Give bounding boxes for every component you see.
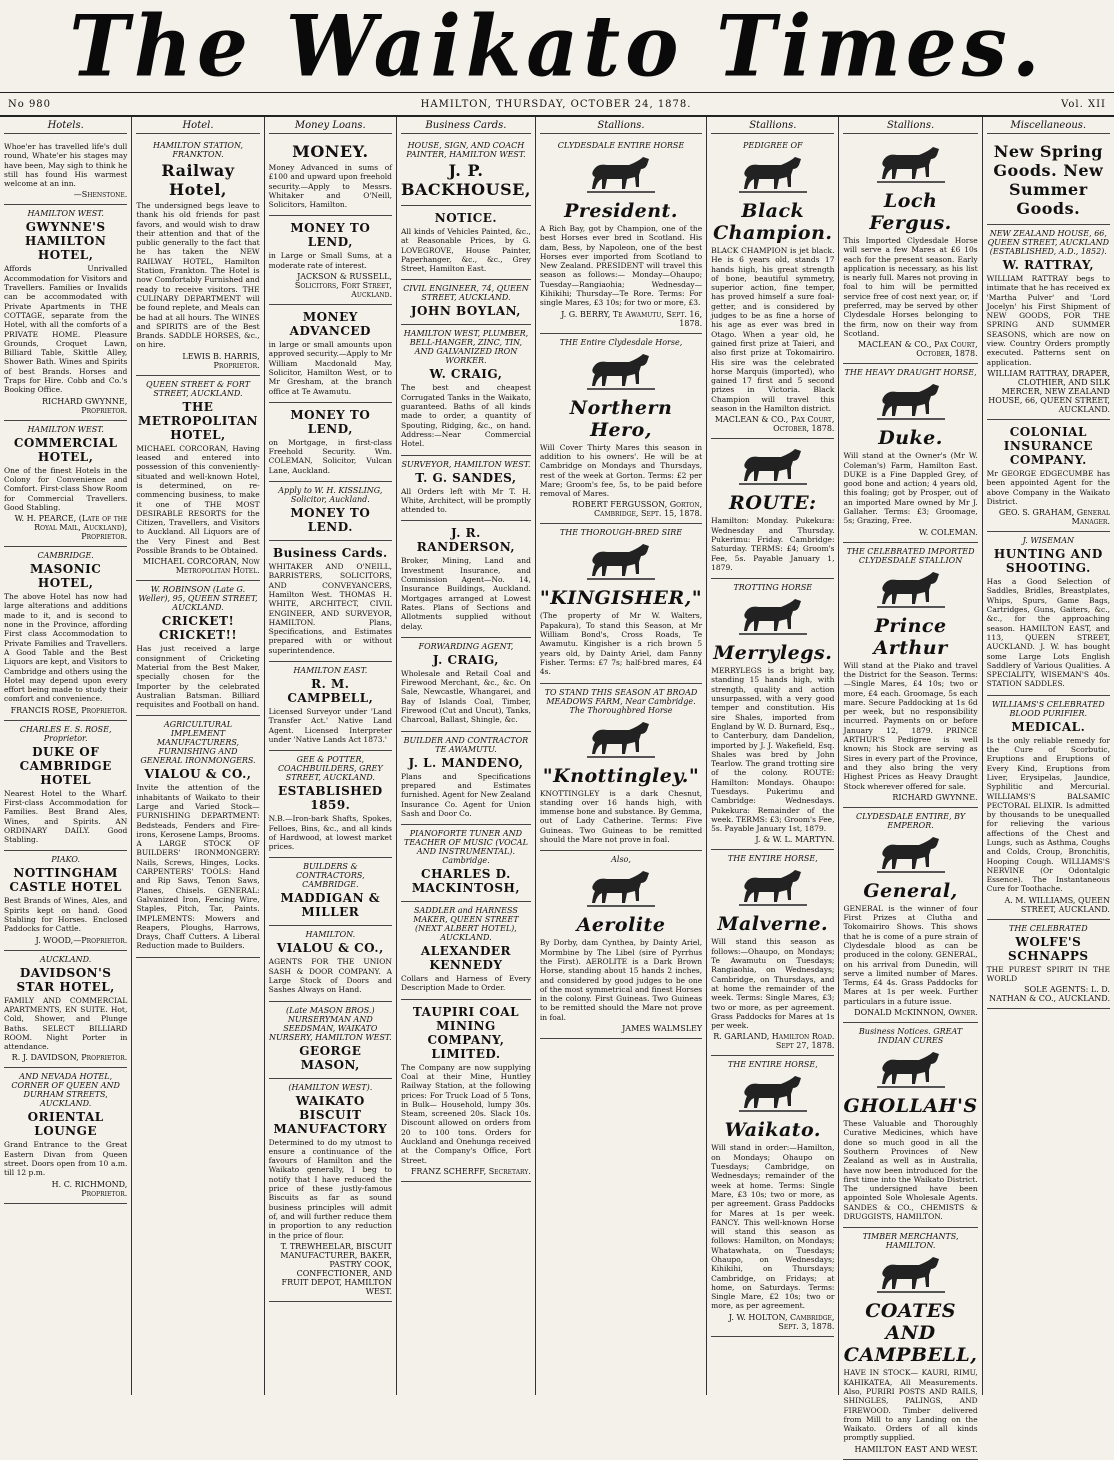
ad-body: Is the only reliable remedy for the Cure of Scorbutic, Eruptions and Eruptions of Every Kind, Eruptions from Liver, Erysipelas, Jaundice, Syphilitic and Mercurial. WILLIAMS'S BALSAMIC PECTORAL ELIXIR. Is admitted by thousands to be unequalled for relieving the various affections of the Chest and Lungs, such as Asthma, Coughs and Colds, Croup, Bronchitis, Hooping Cough. WILLIAMS'S NERVINE (Or Odontalgic Essence). The Instantaneous Cure for Toothache. xyxy=(986,735,1110,894)
ad-title: W. RATTRAY, xyxy=(1002,258,1095,272)
ad-title: New Spring Goods. New Summer Goods. xyxy=(993,142,1104,218)
ad-title: "Knottingley." xyxy=(542,764,700,787)
ad-subtitle: CAMBRIDGE. xyxy=(37,551,94,561)
ad-subtitle: THE THOROUGH-BRED SIRE xyxy=(559,528,683,538)
advertisement xyxy=(269,482,392,541)
ad-title: Northern Hero, xyxy=(569,396,673,441)
advertisement xyxy=(401,137,531,206)
ad-subtitle: HOUSE, SIGN, AND COACH PAINTER, HAMILTON WEST. xyxy=(406,141,526,159)
ad-subtitle: CLYDESDALE ENTIRE HORSE xyxy=(557,141,685,150)
ad-subtitle: THE ENTIRE HORSE, xyxy=(727,854,818,864)
ad-body: The best and cheapest Corrugated Tanks in the Waikato, guaranteed. Baths of all kinds made to order, a quantity of Spouting, Ridging, &c., on hand. Address:—Near Commercial Hotel. xyxy=(400,383,531,449)
ad-signature: J. G. BERRY, Te Awamutu, Sept. 16, 1878. xyxy=(561,309,703,328)
ad-body: Has a Good Selection of Saddles, Bridles, Breastplates, Whips, Spurs, Game Bags, Cartridges, Guns, Gaiters, &c., &c., for the approaching season. HAMILTON EAST, and 113, QUEEN STREET, AUCKLAND. J. W. has bought some Large Lots English Saddlery of Various Qualities. A SPECIALITY, WISEMAN'S 40s. STATION SADDLES. xyxy=(986,577,1110,689)
ad-body: All kinds of Vehicles Painted, &c., at Reasonable Prices, by G. LOVEGROVE, House Painter, Paperhanger, &c., &c., Grey Street, Hamilton East. xyxy=(400,227,531,274)
ad-title: Prince Arthur xyxy=(873,614,948,659)
ad-subtitle: AUCKLAND. xyxy=(39,954,92,964)
ad-body: WHITAKER AND O'NEILL, BARRISTERS, SOLICITORS, AND CONVEYANCERS, Hamilton West. THOMAS H. WHITE, ARCHITECT, CIVIL ENGINEER, AND SURVEYOR, HAMILTON. Plans, Specifications, and Estimates prepared with or without superintendence. xyxy=(268,562,392,655)
ad-body: Will stand this season as follows:—Ohaupo, on Mondays; Te Awamutu on Tuesdays; Rangiaohia, on Wednesdays; Cambridge, on Thursdays, and at home the remainder of the week. Terms: Single Mares, £3; two or more, as per agreement. Grass Paddocks for Mares at 1s per week. xyxy=(711,937,835,1031)
advertisement xyxy=(401,456,531,522)
advertisement xyxy=(987,532,1110,696)
horse-illustration-icon xyxy=(583,718,659,762)
ad-title: MEDICAL. xyxy=(1011,719,1086,734)
ad-subtitle: PIANOFORTE TUNER AND TEACHER OF MUSIC (VOCAL AND INSTRUMENTAL). Cambridge. xyxy=(404,829,528,866)
column-heading: Business Cards. xyxy=(401,120,531,134)
ad-title: Loch Fergus. xyxy=(869,190,952,234)
advertisement xyxy=(540,851,702,1039)
ad-body: All Orders left with Mr T. H. White, Architect, will be promptly attended to. xyxy=(400,486,531,515)
advertisement xyxy=(987,696,1110,920)
advertisement xyxy=(401,325,531,455)
ad-title: WAIKATO BISCUIT MANUFACTORY xyxy=(273,1093,388,1136)
ad-title: Black Champion. xyxy=(713,200,833,244)
advertisement xyxy=(4,421,127,547)
ad-subtitle: J. WISEMAN xyxy=(1022,536,1074,546)
advertisement xyxy=(540,684,702,852)
ad-body: Affords Unrivalled Accommodation for Visitors and Travellers. Families or Invalids can be accommodated with Private Apartments in THE COTTAGE, separate from the Hotel, with all the comforts of a PRIVATE HOME. Pleasure Grounds, Croquet Lawn, Billiard Table, Skittle Alley, Shower Bath. Wines and Spirits of best Brands. Horses and Traps for Hire. Cobb and Co.'s Booking Office. xyxy=(4,264,128,395)
ad-subtitle: TO STAND THIS SEASON AT BROAD MEADOWS FARM, Near Cambridge. The Thoroughbred Horse xyxy=(544,687,698,715)
ad-signature: RICHARD GWYNNE. xyxy=(892,792,978,802)
column-heading: Stallions. xyxy=(540,120,702,134)
advertisement xyxy=(136,716,259,957)
ad-subtitle: THE Entire Clydesdale Horse, xyxy=(559,337,683,347)
advertisement xyxy=(269,541,392,662)
ad-subtitle: Also, xyxy=(611,855,631,865)
ad-subtitle: BUILDER AND CONTRACTOR TE AWAMUTU. xyxy=(403,735,529,754)
ad-title: ROUTE: xyxy=(729,492,817,515)
ad-signature: H. C. RICHMOND, Proprietor. xyxy=(51,1179,128,1198)
ad-title: J. R. RANDERSON, xyxy=(416,526,516,555)
ad-body: Plans and Specifications prepared and Estimates furnished. Agent for New Zealand Insurance Co. Agent for Union Sash and Door Co. xyxy=(400,771,531,818)
ad-title: ORIENTAL LOUNGE xyxy=(27,1110,104,1139)
ad-body: This Imported Clydesdale Horse will serve a few Mares at £6 10s each for the present season. Early application is necessary, as his list is nearly full. Mares not proving in foal to him will be permitted service free of cost next year, or, if preferred, may be served by other Clydesdale Horses belonging to the firm, now on their way from Scotland. xyxy=(843,236,978,338)
ad-signature: J. W. HOLTON, Cambridge, Sept. 3, 1878. xyxy=(728,1312,835,1331)
ad-title: HUNTING AND SHOOTING. xyxy=(993,547,1103,576)
advertisement xyxy=(269,1002,392,1079)
advertisement xyxy=(4,1068,127,1203)
ad-subtitle: (Late MASON BROS.) NURSERYMAN AND SEEDSMAN, WAIKATO NURSERY, HAMILTON WEST. xyxy=(268,1005,392,1042)
ad-body: BLACK CHAMPION is jet black. He is 6 years old, stands 17 hands high, his great strength of bone, beautiful symmetry, superior action, fine temper, has proved himself a sure foal-getter, and is considered by judges to be as fine a horse of his age as ever was bred in Otago. When a year old, he gained first prize at Taieri, and also first prize at Tokomairiro. His sire was the celebrated horse Marquis (imported), who gained 17 first and 5 second prizes in Victoria. Black Champion will travel this season in the Hamilton district. xyxy=(711,246,835,414)
ad-subtitle: AND NEVADA HOTEL, CORNER OF QUEEN AND DURHAM STREETS, AUCKLAND. xyxy=(11,1072,120,1109)
horse-illustration-icon xyxy=(873,1253,949,1297)
ad-body: Mr GEORGE EDGECUMBE has been appointed Agent for the above Company in the Waikato District. xyxy=(986,468,1110,506)
advertisement xyxy=(711,1056,834,1336)
ad-title: R. M. CAMPBELL, xyxy=(287,677,374,706)
ad-signature: MACLEAN & CO., Pax Court, October, 1878. xyxy=(858,340,978,359)
ad-title: TAUPIRI COAL MINING COMPANY, LIMITED. xyxy=(412,1004,520,1061)
ad-body: Licensed Surveyor under 'Land Transfer Act.' Native Land Agent. Licensed Interpreter under 'Native Lands Act 1873.' xyxy=(268,707,392,744)
ad-subtitle: GEE & POTTER, COACHBUILDERS, GREY STREET, AUCKLAND. xyxy=(277,755,383,783)
advertisement xyxy=(136,137,259,376)
ad-title: MONEY TO LEND, xyxy=(290,221,371,250)
advertisement xyxy=(4,851,127,950)
advertisement xyxy=(269,403,392,482)
column-heading: Hotels. xyxy=(4,120,127,134)
column-stallions-3 xyxy=(839,117,982,1454)
ad-title: MASONIC HOTEL, xyxy=(29,562,102,591)
ad-signature: W. H. PEARCE, (Late of the Royal Mail, Auckland), Proprietor. xyxy=(14,514,128,542)
column-stallions-1 xyxy=(536,117,707,1395)
ad-body: Will stand at the Owner's (Mr W. Coleman's) Farm, Hamilton East. DUKE is a Fine Dappled Grey, of good bone and action; 4 years old, this foaling; got by Prosper, out of an imported Mare owned by Mr J. Gallaher. Terms: £3; Groomage, 5s; Grazing, Free. xyxy=(843,451,978,526)
advertisement xyxy=(843,808,977,1023)
ad-body: Grand Entrance to the Great Eastern Divan from Queen street. Doors open from 10 a.m. till 12 p.m. xyxy=(4,1140,128,1178)
ad-title: DUKE OF CAMBRIDGE HOTEL xyxy=(19,744,112,787)
advertisement xyxy=(269,751,392,858)
horse-illustration-icon xyxy=(583,540,659,584)
volume-number: Vol. XII xyxy=(1061,98,1106,110)
column-heading: Miscellaneous. xyxy=(987,120,1110,134)
advertisement xyxy=(711,850,834,1056)
advertisement xyxy=(269,305,392,403)
ad-signature: MICHAEL CORCORAN, Now Metropolitan Hotel. xyxy=(142,557,260,576)
advertisement xyxy=(401,280,531,325)
ad-title: NOTICE. xyxy=(434,211,498,225)
horse-illustration-icon xyxy=(583,867,659,911)
ad-body: on Mortgage, in first-class Freehold Security. Wm. COLEMAN, Solicitor, Vulcan Lane, Auckland. xyxy=(268,437,392,475)
ad-title: "KINGISHER," xyxy=(539,587,703,610)
ad-body: AGENTS FOR THE UNION SASH & DOOR COMPANY. A Large Stock of Doors and Sashes Always on Hand. xyxy=(268,957,392,995)
horse-illustration-icon xyxy=(735,595,811,639)
ad-body: Invite the attention of the inhabitants of Waikato to their Large and Varied Stock— FURNISHING DEPARTMENT: Bedsteads, Fenders and Fire-irons, Kerosene Lamps, Brooms. A LARGE STOCK OF BUILDERS' IRONMONGERY: Nails, Screws, Hinges, Locks. CARPENTERS' TOOLS: Hand and Rip Saws, Tenon Saws, Planes, Chisels. GENERAL: Galvanized Iron, Fencing Wire, Staples, Pitch, Tar, Paints. IMPLEMENTS: Mowers and Reapers, Ploughs, Harrows, Drays, Chaff Cutters. A Liberal Reduction made to Builders. xyxy=(136,783,260,951)
ad-title: MONEY ADVANCED xyxy=(289,310,371,339)
ad-signature: J. WOOD,—Proprietor. xyxy=(35,935,128,945)
ad-title: GEORGE MASON, xyxy=(299,1043,362,1072)
ad-body: Wholesale and Retail Coal and Firewood Merchant, &c., &c. On Sale, Newcastle, Whangarei, and Bay of Islands Coal, Timber, Firewood (Cut and Uncut), Tanks, Charcoal, Ballast, Shingle, &c. xyxy=(400,668,531,725)
ad-body: Determined to do my utmost to ensure a continuance of the favours of Hamilton and the Waikato generally, I beg to notify that I have reduced the price of these justly-famous Biscuits as far as sound business principles will admit of, and will further reduce them in proportion to any reduction in the price of flour. xyxy=(268,1137,392,1240)
ad-body: in large or small amounts upon approved security.—Apply to Mr William Macdonald May, Solicitor, Hamilton West, or to Mr Gresham, at the branch office at Te Awamutu. xyxy=(268,340,392,396)
ad-subtitle: CLYDESDALE ENTIRE, BY EMPEROR. xyxy=(855,811,966,830)
ad-body: Hamilton: Monday. Pukekura: Wednesday and Thursday. Pukerimu: Friday. Cambridge: Saturday. TERMS: £4; Groom's Fee, 5s. Payable January 1, 1879. xyxy=(711,516,835,572)
advertisement xyxy=(540,334,702,525)
ad-subtitle: HAMILTON EAST. xyxy=(293,666,368,676)
ad-signature: RICHARD GWYNNE, Proprietor. xyxy=(42,396,128,415)
horse-illustration-icon xyxy=(873,143,949,187)
ad-title: DAVIDSON'S STAR HOTEL, xyxy=(16,965,115,994)
ad-body: WILLIAM RATTRAY begs to intimate that he has received ex 'Martha Pulver' and 'Lord Jocelyn' his First Shipment of NEW GOODS, FOR THE SPRING AND SUMMER SEASONS, which are now on view. Country Orders promptly executed. Patterns sent on application. xyxy=(986,274,1110,367)
column-business-cards xyxy=(397,117,536,1395)
ad-subtitle: CIVIL ENGINEER, 74, QUEEN STREET, AUCKLAND. xyxy=(403,284,529,303)
column-hotels xyxy=(0,117,132,1395)
ad-body: Will stand in order:—Hamilton, on Mondays; Ohaupo on Tuesdays; Cambridge, on Wednesdays; remainder of the week at home. Terms: Single Mare, £3 10s; two or more, as per agreement. Grass Paddocks for Mares at 1s per week. FANCY. This well-known Horse will stand this season as follows: Hamilton, on Mondays; Whatawhata, on Tuesdays; Ohaupo, on Wednesdays; Kihikihi, on Thursdays; Cambridge, on Fridays; at home, on Saturdays. Terms: Single Mare, £2 10s; two or more, as per agreement. xyxy=(711,1143,835,1311)
ad-title: T. G. SANDES, xyxy=(415,470,517,485)
ad-subtitle: THE HEAVY DRAUGHT HORSE, xyxy=(844,368,977,378)
ad-subtitle: THE CELEBRATED xyxy=(1009,923,1088,933)
column-hotel xyxy=(132,117,264,1395)
ad-title: GHOLLAH'S xyxy=(843,1095,978,1118)
advertisement xyxy=(401,521,531,637)
advertisement xyxy=(269,926,392,1001)
ad-signature: GEO. S. GRAHAM, General Manager. xyxy=(998,508,1110,527)
ad-title: ALEXANDER KENNEDY xyxy=(420,944,511,973)
ad-body: Collars and Harness of Every Description Made to Order. xyxy=(400,974,531,993)
ad-title: CHARLES D. MACKINTOSH, xyxy=(411,867,521,896)
advertisement xyxy=(843,1228,977,1459)
ad-body: (The property of Mr W. Walters, Papakura), To stand this Season, at Mr William Bond's, Cross Roads, Te Awamutu. Kingisher is a rich brown 5 years old, by Dainty Ariel, dam Fanny Fisher. Terms: £7 7s; half-bred mares, £4 4s. xyxy=(539,611,703,677)
advertisement xyxy=(136,376,259,582)
ad-signature: ROBERT FERGUSSON, Gorton, Cambridge, Sept. 15, 1878. xyxy=(572,500,703,519)
ad-signature: J. & W. L. MARTYN. xyxy=(755,835,835,845)
ad-subtitle: PIAKO. xyxy=(51,855,81,865)
ad-signature: R. GARLAND, Hamilton Road. Sept 27, 1878. xyxy=(713,1032,835,1051)
ad-body: These Valuable and Thoroughly Curative Medicines, which have done so much good in all the Southern Provinces of New Zealand as well as in Australia, have now been introduced for the first time into the Waikato District. The undersigned have been appointed Sole Wholesale Agents. SANDES & CO., CHEMISTS & DRUGGISTS, HAMILTON. xyxy=(843,1119,978,1222)
ad-signature: —Shenstone. xyxy=(73,190,128,200)
ad-subtitle: HAMILTON WEST. xyxy=(27,424,104,434)
ad-subtitle: QUEEN STREET & FORT STREET, AUCKLAND. xyxy=(146,379,250,398)
ad-title: GWYNNE'S HAMILTON HOTEL, xyxy=(24,220,107,263)
advertisement xyxy=(843,137,977,364)
advertisement xyxy=(401,732,531,825)
horse-illustration-icon xyxy=(873,380,949,424)
ad-subtitle: Apply to W. H. KISSLING, Solicitor, Auckland. xyxy=(278,486,383,505)
ad-signature: R. J. DAVIDSON, Proprietor. xyxy=(11,1053,128,1063)
ad-body: GENERAL is the winner of four First Prizes at Clutha and Tokomairiro Shows. This shows that he is come of a pure strain of Clydesdale blood as can be produced in the colony. GENERAL, on his arrival from Dunedin, will serve a limited number of Mares. Terms, £4 4s. Grass Paddocks for Mares at 1s per week. Further particulars in a future issue. xyxy=(843,903,978,1006)
column-heading: Hotel. xyxy=(136,120,259,134)
ad-subtitle: HAMILTON WEST. xyxy=(27,209,104,219)
ad-subtitle: BUILDERS & CONTRACTORS, CAMBRIDGE. xyxy=(296,862,365,890)
advertisement xyxy=(401,1000,531,1182)
ad-title: COATES AND CAMPBELL, xyxy=(843,1300,978,1367)
ad-subtitle: SURVEYOR, HAMILTON WEST. xyxy=(401,459,531,469)
ad-signature: DONALD McKINNON, Owner. xyxy=(854,1008,978,1018)
advertisement xyxy=(987,225,1110,420)
advertisement xyxy=(269,216,392,305)
ad-title: J. P. BACKHOUSE, xyxy=(400,161,531,199)
newspaper-title: The Waikato Times. xyxy=(69,0,1045,96)
ad-title: Waikato. xyxy=(724,1119,822,1142)
masthead xyxy=(0,0,1114,96)
advertisement xyxy=(4,721,127,852)
ad-title: MONEY TO LEND, xyxy=(290,407,371,436)
ad-subtitle: THE ENTIRE HORSE, xyxy=(727,1060,818,1070)
ad-subtitle: WILLIAMS'S CELEBRATED BLOOD PURIFIER. xyxy=(991,699,1105,718)
ad-subtitle: HAMILTON STATION, FRANKTON. xyxy=(152,141,243,159)
ad-body: HAVE IN STOCK— KAURI, RIMU, KAHIKATEA, All Measurements. Also, PURIRI POSTS AND RAILS, SHINGLES, PALINGS, AND FIREWOOD. Timber delivered from Mill to any Landing on the Waikato. Orders of all kinds promptly supplied. xyxy=(843,1368,978,1443)
ad-body: MERRYLEGS is a bright bay, standing 15 hands high, with strength, quality and action unsurpassed, with a very good temper and constitution. His sire Shales, imported from England by W. D. Burnard, Esq., to Canterbury, dam Dandelion, imported by J. J. Wakefield, Esq. Shales was bred by John Tearlow. The grand trotting sire of the colony. ROUTE: Hamilton: Mondays. Ohaupo: Tuesdays. Pukerimu and Cambridge: Wednesdays. Pukekura: Remainder of the week. TERMS: £3; Groom's Fee, 5s. Payable January 1st, 1879. xyxy=(711,666,835,834)
ad-body: THE PUREST SPIRIT IN THE WORLD xyxy=(986,964,1110,984)
issue-date: HAMILTON, THURSDAY, OCTOBER 24, 1878. xyxy=(420,98,692,110)
ad-title: Aerolite xyxy=(576,914,666,937)
ad-signature: FRANZ SCHERFF, Secretary. xyxy=(410,1166,531,1176)
advertisement xyxy=(4,137,127,205)
ad-title: Railway Hotel, xyxy=(161,161,235,199)
ad-subtitle: TROTTING HORSE xyxy=(733,583,813,593)
ad-title: Duke. xyxy=(878,427,943,450)
advertisement xyxy=(401,638,531,732)
ad-title: President. xyxy=(564,200,678,222)
column-money-loans xyxy=(265,117,397,1395)
ad-title: VIALOU & CO., xyxy=(144,767,252,782)
ad-signature: JACKSON & RUSSELL, Solicitors, Fort Street, Auckland. xyxy=(294,272,392,300)
ad-signature: LEWIS B. HARRIS, Proprietor. xyxy=(182,351,260,370)
ad-title: W. CRAIG, xyxy=(429,367,503,382)
ad-body: A Rich Bay, got by Champion, one of the best Horses ever bred in Scotland. His dam, Bess, by Napoleon, one of the best Horses ever imported from Scotland to New Zealand. PRESIDENT will travel this season as follows:— Monday—Ohaupo; Tuesday—Rangiaohia; Wednesday—Kihikihi; Thursday—Te Rore. Terms: For single Mares, £3 10s; for two or more, £3. xyxy=(539,224,703,308)
ad-subtitle: W. ROBINSON (Late G. Weller), 95, QUEEN STREET, AUCKLAND. xyxy=(138,585,258,613)
ad-body: MICHAEL CORCORAN, Having leased and entered into possession of this conveniently-situated and well-known Hotel, is determined, on re-commencing business, to make it one of THE MOST DESIRABLE RESORTS for the Citizen, Travellers, and Visitors to Auckland. All Liquors are of the Very Finest and Best Possible Brands to be Obtained. xyxy=(136,443,260,556)
ad-signature: SOLE AGENTS: L. D. NATHAN & CO., AUCKLAND. xyxy=(989,985,1110,1004)
dateline-bar xyxy=(0,93,1114,117)
advertisement xyxy=(711,579,834,850)
ad-title: J. CRAIG, xyxy=(432,652,499,667)
horse-illustration-icon xyxy=(873,568,949,612)
advertisement xyxy=(987,420,1110,532)
ad-title: NOTTINGHAM CASTLE HOTEL xyxy=(9,866,122,895)
ad-subtitle: NEW ZEALAND HOUSE, 66, QUEEN STREET, AUCKLAND (ESTABLISHED, A.D., 1852). xyxy=(987,229,1110,256)
ad-subtitle: TIMBER MERCHANTS, HAMILTON. xyxy=(862,1232,959,1251)
ad-title: THE METROPOLITAN HOTEL, xyxy=(138,399,258,442)
advertisement xyxy=(4,205,127,420)
horse-illustration-icon xyxy=(735,866,811,910)
ad-body: Will Cover Thirty Mares this season in addition to his owners'. He will be at Cambridge on Mondays and Thursdays, rest of the week at Gorton. Terms: £2 per Mare; Groom's fee, 5s, to be paid before removal of Mares. xyxy=(539,442,703,499)
ad-title: J. L. MANDENO, xyxy=(408,755,524,770)
ad-title: General, xyxy=(863,879,958,902)
ad-body: KNOTTINGLEY is a dark Chesnut, standing over 16 hands high, with immense bone and substance. By Gemma, out of Lady Catherine. Terms: Five Guineas. Two Guineas to be remitted should the Mare not prove in foal. xyxy=(539,788,703,845)
ad-subtitle: HAMILTON WEST, PLUMBER, BELL-HANGER, ZINC, TIN, AND GALVANIZED IRON WORKER. xyxy=(403,329,529,366)
advertisement xyxy=(711,137,834,439)
ad-body: Broker, Mining, Land and Investment Insurance, and Commission Agent—No. 14, Insurance Buildings, Auckland. Mortgages arranged at Lowest Rates. Plans of Sections and Allotments supplied without delay. xyxy=(400,556,531,631)
ad-title: MONEY. xyxy=(292,142,369,161)
ad-body: The Company are now supplying Coal at their Mine, Huntley Railway Station, at the following prices: For Truck Load of 5 Tons, in Bulk— Household, lumpy 30s. Steam, screened 20s. Slack 10s. Discount allowed on orders from 20 to 100 tons. Orders for Auckland and Onehunga received at the Company's Office, Fort Street. xyxy=(400,1062,531,1165)
ad-body: Whoe'er has travelled life's dull round, Whate'er his stages may have been, May sigh to think he still has found His warmest welcome at an inn. xyxy=(4,142,128,189)
ad-subtitle: PEDIGREE OF xyxy=(743,141,803,150)
advertisement xyxy=(136,581,259,716)
ad-subtitle: THE CELEBRATED IMPORTED CLYDESDALE STALLION xyxy=(846,546,975,565)
horse-illustration-icon xyxy=(735,1072,811,1116)
ad-subtitle: HAMILTON. xyxy=(305,930,356,940)
ad-title: MADDIGAN & MILLER xyxy=(280,891,381,920)
advertisement xyxy=(843,364,977,542)
ad-title: ESTABLISHED 1859. xyxy=(277,784,383,813)
advertisement xyxy=(401,206,531,280)
ad-signature: T. TREWHEELAR, BISCUIT MANUFACTURER, BAKER, PASTRY COOK, CONFECTIONER, AND FRUIT DEPOT, HAMILTON WEST. xyxy=(280,1241,392,1296)
ad-body: One of the finest Hotels in the Colony for Convenience and Comfort. First-class Show Room for Commercial Travellers. Good Stabling. xyxy=(4,465,128,512)
ad-signature: MACLEAN & CO., Pax Court, October, 1878. xyxy=(714,415,835,434)
ad-subtitle: AGRICULTURAL IMPLEMENT MANUFACTURERS, FURNISHING AND GENERAL IRONMONGERS. xyxy=(140,720,256,766)
horse-illustration-icon xyxy=(735,445,811,489)
column-miscellaneous xyxy=(983,117,1114,1395)
issue-number: No 980 xyxy=(8,98,52,110)
horse-illustration-icon xyxy=(583,350,659,394)
ad-body: Nearest Hotel to the Wharf. First-class Accommodation for Families. Best Brand Ales, Wines, and Spirits. AN ORDINARY DAILY. Good Stabling. xyxy=(4,788,128,845)
advertisement xyxy=(843,543,977,808)
ad-signature: W. COLEMAN. xyxy=(918,527,978,537)
horse-illustration-icon xyxy=(583,153,659,197)
advertisement xyxy=(269,858,392,926)
ad-body: The above Hotel has now had large alterations and additions made to it, and is second to none in the Province, affording First class Accommodation to Private Families and Travellers. A Good Table and the Best Liquors are kept, and Visitors to Cambridge and others using the Hotel may depend upon every effort being made to study their comfort and convenience. xyxy=(4,592,128,704)
ad-body: By Dorby, dam Cynthea, by Dainty Ariel, Mormbine by The Libel (sire of Pyrrhus the First). AEROLITE is a Dark Brown Horse, standing about 15 hands 2 inches, and considered by good judges to be one of the most symmetrical and finest Horses in the colony. First Guineas. Two Guineas to be remitted should the Mare not prove in foal. xyxy=(539,938,703,1022)
ad-title: WOLFE'S SCHNAPPS xyxy=(1008,934,1089,963)
advertisement xyxy=(987,137,1110,225)
ad-title: COLONIAL INSURANCE COMPANY. xyxy=(1003,424,1093,467)
advertisement xyxy=(4,951,127,1069)
ad-title: MONEY TO LEND. xyxy=(290,506,371,535)
horse-illustration-icon xyxy=(873,833,949,877)
ad-title: COMMERCIAL HOTEL, xyxy=(13,435,118,464)
ad-body: The undersigned begs leave to thank his old friends for past favors, and would wish to draw their attention and that of the public generally to the fact that he has taken the NEW RAILWAY HOTEL, Hamilton Station, Frankton. The Hotel is now Comfortably Furnished and ready to receive visitors. THE CULINARY DEPARTMENT will be found replete, and Meals can be had at all hours. The WINES and SPIRITS are of the Best Brands. SADDLE HORSES, &c., on hire. xyxy=(136,201,260,350)
horse-illustration-icon xyxy=(735,153,811,197)
ad-body: Has just received a large consignment of Cricketing Material from the Best Maker, specially chosen for the Importer by the celebrated Australian Batsman. Billiard requisites and Football on hand. xyxy=(136,644,260,710)
column-heading: Stallions. xyxy=(843,120,977,134)
ad-signature: HAMILTON EAST AND WEST. xyxy=(854,1444,978,1454)
ad-subtitle: (HAMILTON WEST). xyxy=(288,1082,373,1092)
ad-title: JOHN BOYLAN, xyxy=(410,304,521,319)
ad-signature: JAMES WALMSLEY xyxy=(622,1023,703,1033)
ad-subtitle: SADDLER and HARNESS MAKER, QUEEN STREET (NEXT ALBERT HOTEL), AUCKLAND. xyxy=(413,906,519,943)
ad-body: Money Advanced in sums of £100 and upward upon freehold security.—Apply to Messrs. Whitaker and O'Neill, Solicitors, Hamilton. xyxy=(268,163,392,210)
ad-body: in Large or Small Sums, at a moderate rate of interest. xyxy=(268,251,392,270)
ad-signature: A. M. WILLIAMS, QUEEN STREET, AUCKLAND. xyxy=(1004,895,1110,914)
columns xyxy=(0,117,1114,1454)
advertisement xyxy=(269,1079,392,1302)
advertisement xyxy=(269,137,392,216)
ad-subtitle: Business Notices. GREAT INDIAN CURES xyxy=(858,1027,963,1046)
ad-body: Best Brands of Wines, Ales, and Spirits kept on hand. Good Stabling for Horses. Enclosed Paddocks for Cattle. xyxy=(4,896,128,934)
advertisement xyxy=(540,524,702,683)
column-heading: Money Loans. xyxy=(269,120,392,134)
ad-subtitle: CHARLES E. S. ROSE, Proprietor. xyxy=(19,724,112,743)
ad-title: Business Cards. xyxy=(272,546,388,561)
advertisement xyxy=(540,137,702,334)
ad-subtitle: FORWARDING AGENT, xyxy=(418,641,514,651)
advertisement xyxy=(843,1023,977,1228)
column-stallions-2 xyxy=(707,117,839,1395)
advertisement xyxy=(269,662,392,751)
advertisement xyxy=(401,902,531,1000)
advertisement xyxy=(711,439,834,579)
ad-title: Malverne. xyxy=(717,913,829,936)
ad-title: CRICKET! CRICKET!! xyxy=(158,614,238,643)
advertisement xyxy=(987,920,1110,1010)
ad-signature: FRANCIS ROSE, Proprietor. xyxy=(10,705,128,715)
horse-illustration-icon xyxy=(873,1048,949,1092)
ad-body: FAMILY AND COMMERCIAL APARTMENTS, EN SUITE. Hot, Cold, Shower, and Plunge Baths. SELECT BILLIARD ROOM. Night Porter in attendance. xyxy=(4,995,128,1052)
advertisement xyxy=(4,547,127,721)
column-heading: Stallions. xyxy=(711,120,834,134)
ad-title: Merrylegs. xyxy=(713,642,833,665)
ad-body: N.B.—Iron-bark Shafts, Spokes, Felloes, Bins, &c., and all kinds of Hardwood, at lowest market prices. xyxy=(268,814,392,852)
ad-body: Will stand at the Piako and travel the District for the Season. Terms:—Single Mares, £4 10s; two or more, £4 each. Groomage, 5s each mare. Secure Paddocking at 1s 6d per week, but no responsibility incurred. Payments on or before January 12, 1879. PRINCE ARTHUR'S Pedigree is well known; his Stock are serving as Sires in every part of the Province, and they also bring the very Highest Prices as Heavy Draught Stock wherever offered for sale. xyxy=(843,660,978,791)
ad-title: VIALOU & CO., xyxy=(276,941,384,956)
advertisement xyxy=(401,825,531,902)
ad-signature: WILLIAM RATTRAY, DRAPER, CLOTHIER, AND SILK MERCER, NEW ZEALAND HOUSE, 66, QUEEN STREET, AUCKLAND. xyxy=(987,368,1110,414)
